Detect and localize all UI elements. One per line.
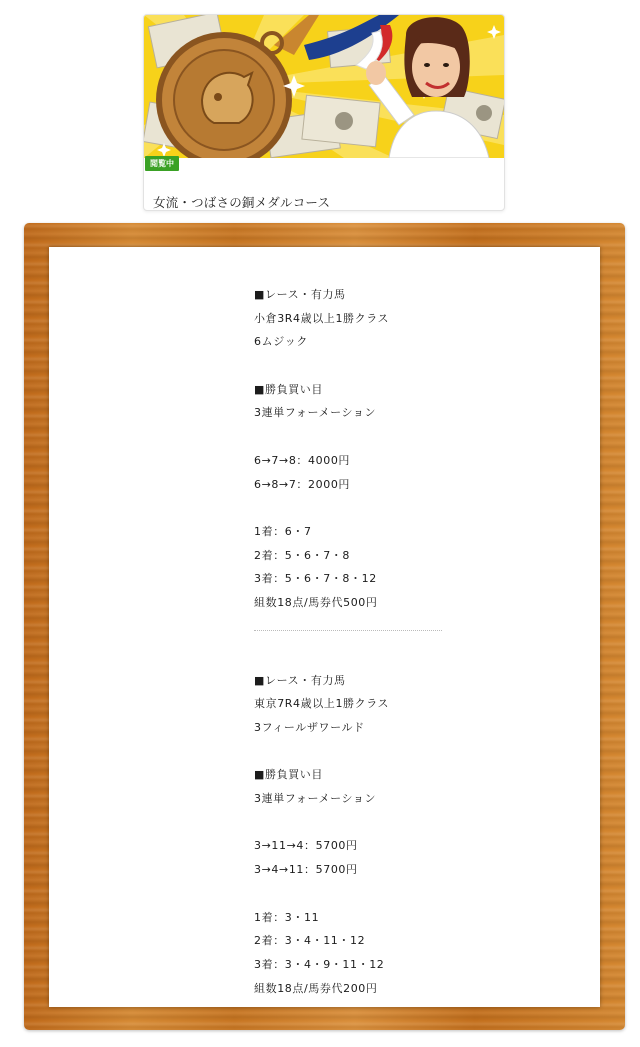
text-line: 1着：6・7 bbox=[254, 524, 312, 538]
text-line: 3→4→11：5700円 bbox=[254, 863, 358, 877]
text-line: ■勝負買い目 bbox=[254, 768, 323, 782]
text-line: 3→11→4：5700円 bbox=[254, 839, 358, 853]
text-line bbox=[254, 740, 574, 764]
text-line: 2着：5・6・7・8 bbox=[254, 548, 350, 562]
race-info-text bbox=[254, 283, 574, 1000]
text-line: 6ムジック bbox=[254, 335, 308, 349]
text-line bbox=[254, 354, 574, 378]
text-line: ■レース・有力馬 bbox=[254, 288, 346, 301]
text-line: 2着：3・4・11・12 bbox=[254, 934, 366, 948]
text-line: 組数18点/馬券代500円 bbox=[254, 595, 378, 609]
text-line: 6→8→7：2000円 bbox=[254, 477, 351, 491]
course-title[interactable]: 女流・つばさの銅メダルコース bbox=[153, 195, 331, 210]
text-line: 6→7→8：4000円 bbox=[254, 453, 351, 467]
text-line: 3連単フォーメーション bbox=[254, 406, 377, 420]
text-line bbox=[254, 425, 574, 449]
text-line: ■勝負買い目 bbox=[254, 382, 323, 396]
text-line: 1着：3・11 bbox=[254, 910, 320, 924]
wood-frame bbox=[24, 223, 625, 1030]
text-line: 組数18点/馬券代200円 bbox=[254, 981, 378, 995]
course-card[interactable] bbox=[143, 14, 505, 211]
text-line: 3着：3・4・9・11・12 bbox=[254, 957, 385, 971]
text-line bbox=[254, 496, 574, 520]
text-line bbox=[254, 882, 574, 906]
course-banner-image[interactable] bbox=[144, 15, 504, 158]
text-line: 3連単フォーメーション bbox=[254, 792, 377, 806]
dotted-divider bbox=[254, 629, 442, 631]
text-line: ■レース・有力馬 bbox=[254, 673, 346, 687]
post-content bbox=[49, 247, 600, 1007]
text-line: 小倉3R4歳以上1勝クラス bbox=[254, 311, 390, 325]
text-line: 3着：5・6・7・8・12 bbox=[254, 572, 377, 586]
text-line: 3フィールザワールド bbox=[254, 721, 365, 734]
text-line: 東京7R4歳以上1勝クラス bbox=[254, 697, 390, 711]
viewing-badge: 閲覧中 bbox=[145, 156, 179, 171]
text-line bbox=[254, 811, 574, 835]
